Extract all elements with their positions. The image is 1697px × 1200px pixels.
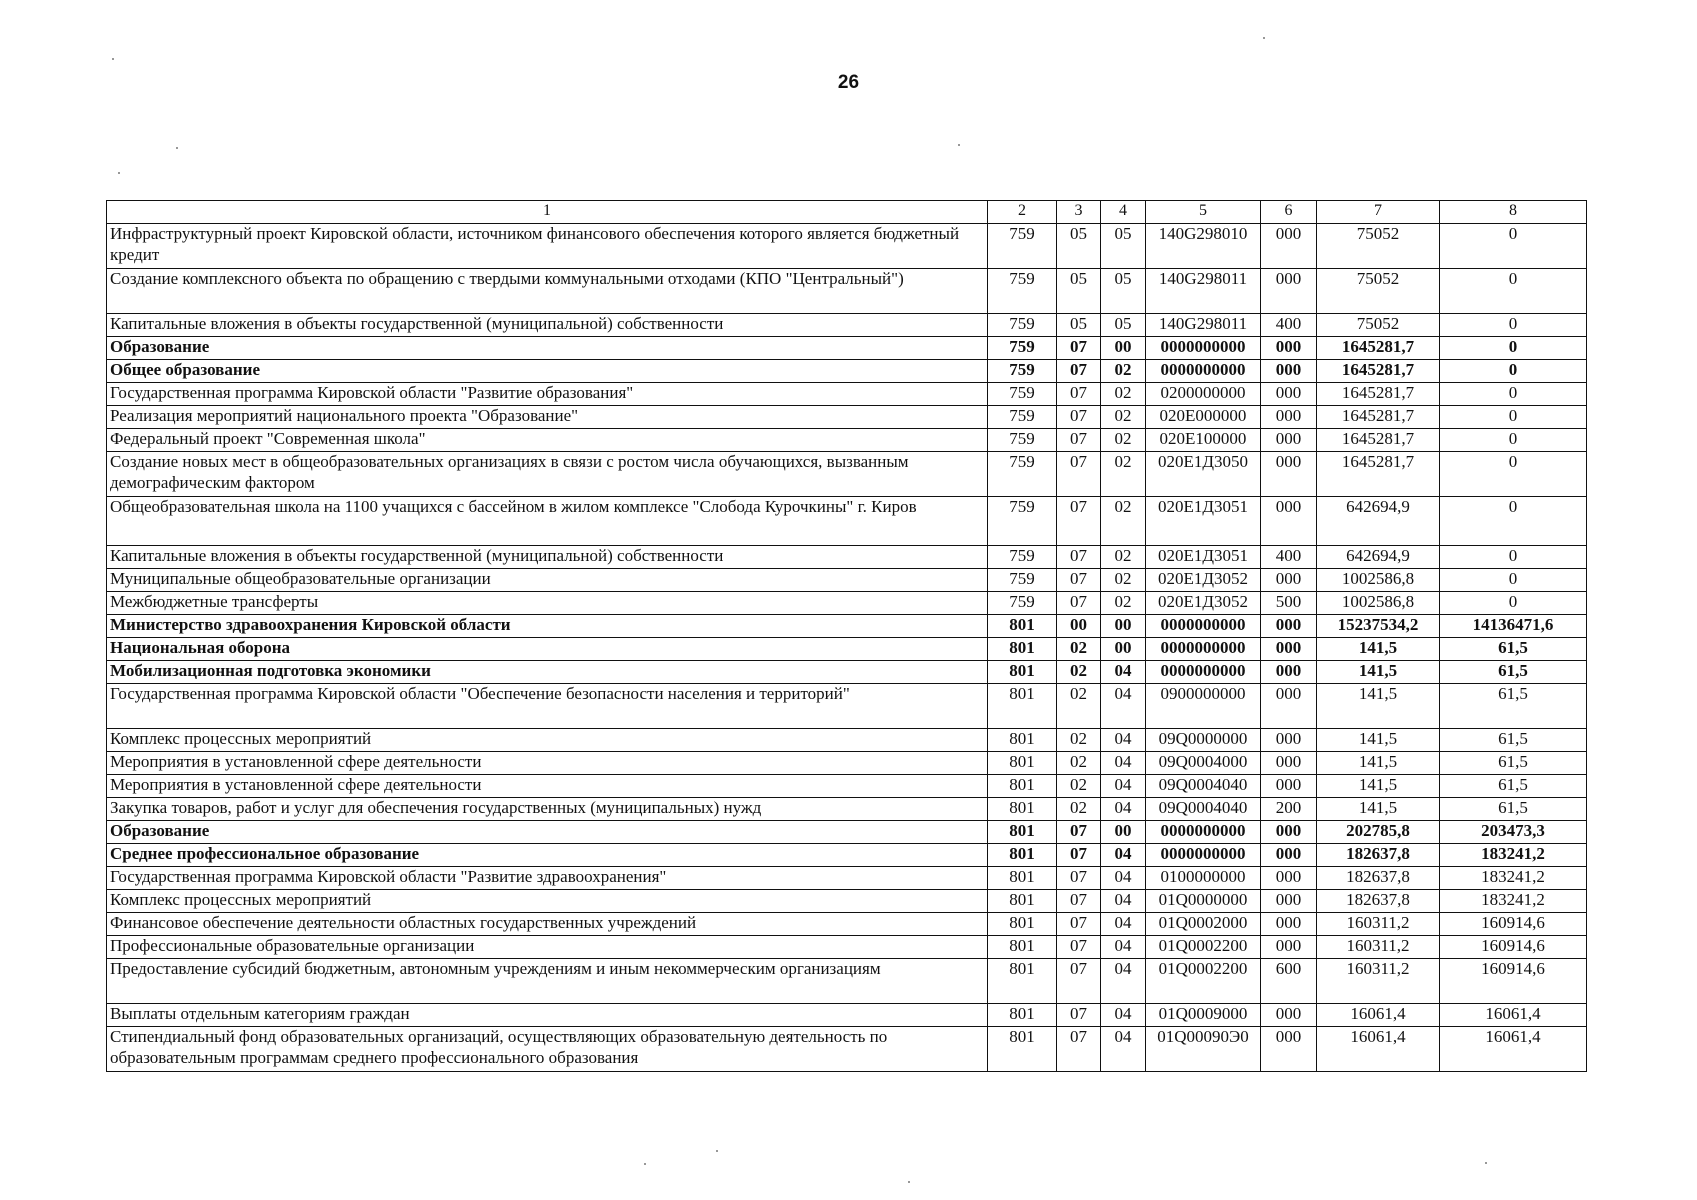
cell-amount-year-2: 0 xyxy=(1440,569,1587,592)
cell-expense-type: 000 xyxy=(1261,638,1317,661)
cell-grbs: 759 xyxy=(988,269,1057,314)
cell-section: 02 xyxy=(1057,729,1101,752)
cell-amount-year-1: 642694,9 xyxy=(1317,497,1440,546)
cell-name: Образование xyxy=(107,821,988,844)
cell-amount-year-1: 202785,8 xyxy=(1317,821,1440,844)
cell-expense-type: 000 xyxy=(1261,1027,1317,1072)
cell-section: 05 xyxy=(1057,224,1101,269)
cell-target-article: 0000000000 xyxy=(1146,844,1261,867)
cell-section: 07 xyxy=(1057,1027,1101,1072)
table-row xyxy=(107,546,1587,569)
cell-amount-year-1: 1002586,8 xyxy=(1317,569,1440,592)
cell-amount-year-2: 0 xyxy=(1440,592,1587,615)
cell-grbs: 759 xyxy=(988,569,1057,592)
cell-name: Выплаты отдельным категориям граждан xyxy=(107,1004,988,1027)
cell-grbs: 801 xyxy=(988,775,1057,798)
cell-grbs: 801 xyxy=(988,615,1057,638)
cell-section: 07 xyxy=(1057,383,1101,406)
table-row xyxy=(107,314,1587,337)
cell-expense-type: 000 xyxy=(1261,821,1317,844)
table-row xyxy=(107,913,1587,936)
cell-amount-year-2: 160914,6 xyxy=(1440,913,1587,936)
cell-section: 05 xyxy=(1057,314,1101,337)
cell-amount-year-1: 141,5 xyxy=(1317,661,1440,684)
cell-subsection: 04 xyxy=(1101,959,1146,1004)
cell-amount-year-2: 0 xyxy=(1440,360,1587,383)
table-row xyxy=(107,592,1587,615)
cell-section: 02 xyxy=(1057,775,1101,798)
table-row xyxy=(107,936,1587,959)
cell-amount-year-2: 0 xyxy=(1440,337,1587,360)
cell-amount-year-2: 183241,2 xyxy=(1440,890,1587,913)
cell-amount-year-1: 141,5 xyxy=(1317,752,1440,775)
cell-grbs: 801 xyxy=(988,867,1057,890)
table-row xyxy=(107,684,1587,729)
cell-name: Государственная программа Кировской области "Обеспечение безопасности населения и территорий" xyxy=(107,684,988,729)
cell-expense-type: 000 xyxy=(1261,729,1317,752)
cell-target-article: 0000000000 xyxy=(1146,337,1261,360)
cell-target-article: 0200000000 xyxy=(1146,383,1261,406)
cell-amount-year-2: 61,5 xyxy=(1440,729,1587,752)
cell-subsection: 04 xyxy=(1101,798,1146,821)
cell-grbs: 801 xyxy=(988,936,1057,959)
cell-grbs: 759 xyxy=(988,452,1057,497)
cell-subsection: 02 xyxy=(1101,546,1146,569)
cell-section: 02 xyxy=(1057,798,1101,821)
cell-section: 00 xyxy=(1057,615,1101,638)
cell-target-article: 0000000000 xyxy=(1146,661,1261,684)
cell-amount-year-2: 61,5 xyxy=(1440,638,1587,661)
table-body xyxy=(107,201,1587,1072)
cell-section: 07 xyxy=(1057,497,1101,546)
cell-target-article: 0000000000 xyxy=(1146,638,1261,661)
cell-amount-year-1: 16061,4 xyxy=(1317,1027,1440,1072)
table-row xyxy=(107,798,1587,821)
cell-amount-year-1: 141,5 xyxy=(1317,775,1440,798)
table-row xyxy=(107,752,1587,775)
cell-target-article: 01Q00090Э0 xyxy=(1146,1027,1261,1072)
cell-expense-type: 000 xyxy=(1261,406,1317,429)
cell-amount-year-2: 16061,4 xyxy=(1440,1004,1587,1027)
column-header: 6 xyxy=(1261,201,1317,224)
cell-grbs: 801 xyxy=(988,821,1057,844)
cell-expense-type: 600 xyxy=(1261,959,1317,1004)
cell-section: 07 xyxy=(1057,569,1101,592)
cell-expense-type: 000 xyxy=(1261,890,1317,913)
cell-grbs: 801 xyxy=(988,798,1057,821)
table-row xyxy=(107,775,1587,798)
cell-name: Финансовое обеспечение деятельности областных государственных учреждений xyxy=(107,913,988,936)
cell-name: Образование xyxy=(107,337,988,360)
cell-target-article: 140G298011 xyxy=(1146,314,1261,337)
cell-expense-type: 000 xyxy=(1261,452,1317,497)
cell-name: Капитальные вложения в объекты государственной (муниципальной) собственности xyxy=(107,314,988,337)
scan-speck xyxy=(644,1163,646,1165)
cell-subsection: 04 xyxy=(1101,1004,1146,1027)
cell-subsection: 04 xyxy=(1101,752,1146,775)
table-row xyxy=(107,497,1587,546)
cell-expense-type: 000 xyxy=(1261,615,1317,638)
cell-subsection: 02 xyxy=(1101,569,1146,592)
cell-section: 07 xyxy=(1057,913,1101,936)
page-number: 26 xyxy=(837,72,860,93)
cell-subsection: 02 xyxy=(1101,406,1146,429)
cell-target-article: 09Q0004000 xyxy=(1146,752,1261,775)
cell-expense-type: 500 xyxy=(1261,592,1317,615)
cell-grbs: 759 xyxy=(988,360,1057,383)
cell-grbs: 759 xyxy=(988,224,1057,269)
budget-table xyxy=(106,200,1587,1072)
cell-expense-type: 000 xyxy=(1261,913,1317,936)
cell-name: Комплекс процессных мероприятий xyxy=(107,890,988,913)
cell-name: Общее образование xyxy=(107,360,988,383)
cell-grbs: 801 xyxy=(988,752,1057,775)
cell-subsection: 04 xyxy=(1101,775,1146,798)
cell-amount-year-2: 0 xyxy=(1440,383,1587,406)
cell-amount-year-2: 0 xyxy=(1440,406,1587,429)
cell-amount-year-2: 61,5 xyxy=(1440,775,1587,798)
cell-target-article: 01Q0002000 xyxy=(1146,913,1261,936)
cell-target-article: 020Е1Д3050 xyxy=(1146,452,1261,497)
scan-speck xyxy=(118,172,120,174)
cell-amount-year-1: 1645281,7 xyxy=(1317,406,1440,429)
cell-target-article: 0900000000 xyxy=(1146,684,1261,729)
cell-amount-year-2: 61,5 xyxy=(1440,661,1587,684)
column-header: 7 xyxy=(1317,201,1440,224)
cell-expense-type: 400 xyxy=(1261,546,1317,569)
cell-target-article: 020Е000000 xyxy=(1146,406,1261,429)
scan-speck xyxy=(716,1150,718,1152)
cell-subsection: 05 xyxy=(1101,314,1146,337)
cell-amount-year-1: 75052 xyxy=(1317,314,1440,337)
cell-grbs: 801 xyxy=(988,1027,1057,1072)
cell-section: 07 xyxy=(1057,337,1101,360)
cell-amount-year-2: 0 xyxy=(1440,452,1587,497)
cell-expense-type: 000 xyxy=(1261,684,1317,729)
cell-subsection: 02 xyxy=(1101,497,1146,546)
table-row xyxy=(107,383,1587,406)
cell-amount-year-1: 75052 xyxy=(1317,269,1440,314)
table-row xyxy=(107,429,1587,452)
cell-expense-type: 000 xyxy=(1261,497,1317,546)
cell-expense-type: 000 xyxy=(1261,360,1317,383)
cell-expense-type: 000 xyxy=(1261,661,1317,684)
cell-amount-year-2: 183241,2 xyxy=(1440,867,1587,890)
cell-amount-year-1: 75052 xyxy=(1317,224,1440,269)
cell-section: 07 xyxy=(1057,936,1101,959)
cell-section: 07 xyxy=(1057,406,1101,429)
cell-target-article: 0000000000 xyxy=(1146,360,1261,383)
cell-name: Закупка товаров, работ и услуг для обеспечения государственных (муниципальных) нужд xyxy=(107,798,988,821)
cell-subsection: 02 xyxy=(1101,429,1146,452)
table-row xyxy=(107,890,1587,913)
cell-expense-type: 000 xyxy=(1261,224,1317,269)
cell-amount-year-2: 160914,6 xyxy=(1440,959,1587,1004)
cell-amount-year-1: 1645281,7 xyxy=(1317,360,1440,383)
table-row xyxy=(107,1004,1587,1027)
cell-subsection: 04 xyxy=(1101,913,1146,936)
cell-target-article: 0000000000 xyxy=(1146,615,1261,638)
cell-amount-year-1: 182637,8 xyxy=(1317,867,1440,890)
cell-grbs: 801 xyxy=(988,844,1057,867)
cell-name: Капитальные вложения в объекты государственной (муниципальной) собственности xyxy=(107,546,988,569)
table-row xyxy=(107,821,1587,844)
cell-target-article: 01Q0009000 xyxy=(1146,1004,1261,1027)
cell-amount-year-1: 141,5 xyxy=(1317,684,1440,729)
scan-speck xyxy=(908,1181,910,1183)
cell-grbs: 801 xyxy=(988,638,1057,661)
cell-name: Мероприятия в установленной сфере деятельности xyxy=(107,752,988,775)
cell-amount-year-2: 0 xyxy=(1440,269,1587,314)
cell-expense-type: 000 xyxy=(1261,383,1317,406)
cell-section: 02 xyxy=(1057,638,1101,661)
cell-subsection: 00 xyxy=(1101,821,1146,844)
cell-name: Национальная оборона xyxy=(107,638,988,661)
cell-subsection: 04 xyxy=(1101,867,1146,890)
cell-grbs: 759 xyxy=(988,383,1057,406)
cell-grbs: 801 xyxy=(988,661,1057,684)
cell-amount-year-1: 160311,2 xyxy=(1317,936,1440,959)
cell-name: Государственная программа Кировской области "Развитие образования" xyxy=(107,383,988,406)
column-header: 2 xyxy=(988,201,1057,224)
cell-amount-year-1: 160311,2 xyxy=(1317,913,1440,936)
cell-section: 07 xyxy=(1057,360,1101,383)
cell-amount-year-2: 0 xyxy=(1440,497,1587,546)
cell-subsection: 02 xyxy=(1101,360,1146,383)
column-header: 1 xyxy=(107,201,988,224)
cell-subsection: 05 xyxy=(1101,224,1146,269)
table-row xyxy=(107,638,1587,661)
cell-subsection: 02 xyxy=(1101,592,1146,615)
cell-amount-year-2: 16061,4 xyxy=(1440,1027,1587,1072)
cell-name: Государственная программа Кировской области "Развитие здравоохранения" xyxy=(107,867,988,890)
table-row xyxy=(107,360,1587,383)
cell-target-article: 09Q0004040 xyxy=(1146,798,1261,821)
table-row xyxy=(107,959,1587,1004)
cell-grbs: 759 xyxy=(988,406,1057,429)
cell-amount-year-1: 141,5 xyxy=(1317,729,1440,752)
cell-section: 02 xyxy=(1057,752,1101,775)
cell-name: Создание комплексного объекта по обращению с твердыми коммунальными отходами (КПО "Центральный") xyxy=(107,269,988,314)
cell-expense-type: 000 xyxy=(1261,844,1317,867)
cell-subsection: 05 xyxy=(1101,269,1146,314)
scan-speck xyxy=(1263,37,1265,39)
cell-name: Комплекс процессных мероприятий xyxy=(107,729,988,752)
cell-target-article: 020Е1Д3051 xyxy=(1146,497,1261,546)
cell-name: Создание новых мест в общеобразовательных организациях в связи с ростом числа обучающихся, вызванным демографическим фактором xyxy=(107,452,988,497)
cell-name: Стипендиальный фонд образовательных организаций, осуществляющих образовательную деятельность по образовательным программам среднего профессионального образования xyxy=(107,1027,988,1072)
cell-amount-year-1: 160311,2 xyxy=(1317,959,1440,1004)
table-row xyxy=(107,406,1587,429)
cell-section: 07 xyxy=(1057,452,1101,497)
table-row xyxy=(107,224,1587,269)
cell-target-article: 140G298010 xyxy=(1146,224,1261,269)
cell-target-article: 020Е1Д3051 xyxy=(1146,546,1261,569)
cell-amount-year-2: 160914,6 xyxy=(1440,936,1587,959)
cell-amount-year-1: 15237534,2 xyxy=(1317,615,1440,638)
cell-grbs: 801 xyxy=(988,913,1057,936)
cell-subsection: 04 xyxy=(1101,936,1146,959)
cell-name: Инфраструктурный проект Кировской области, источником финансового обеспечения которого является бюджетный кредит xyxy=(107,224,988,269)
cell-target-article: 09Q0000000 xyxy=(1146,729,1261,752)
cell-amount-year-1: 182637,8 xyxy=(1317,844,1440,867)
cell-expense-type: 000 xyxy=(1261,569,1317,592)
cell-expense-type: 400 xyxy=(1261,314,1317,337)
cell-name: Мероприятия в установленной сфере деятельности xyxy=(107,775,988,798)
cell-subsection: 02 xyxy=(1101,383,1146,406)
cell-name: Профессиональные образовательные организации xyxy=(107,936,988,959)
cell-amount-year-2: 61,5 xyxy=(1440,798,1587,821)
cell-grbs: 801 xyxy=(988,959,1057,1004)
cell-name: Мобилизационная подготовка экономики xyxy=(107,661,988,684)
cell-name: Реализация мероприятий национального проекта "Образование" xyxy=(107,406,988,429)
cell-target-article: 020Е1Д3052 xyxy=(1146,569,1261,592)
cell-name: Муниципальные общеобразовательные организации xyxy=(107,569,988,592)
cell-expense-type: 000 xyxy=(1261,936,1317,959)
cell-amount-year-1: 642694,9 xyxy=(1317,546,1440,569)
cell-subsection: 04 xyxy=(1101,890,1146,913)
cell-section: 07 xyxy=(1057,844,1101,867)
cell-target-article: 0000000000 xyxy=(1146,821,1261,844)
cell-expense-type: 200 xyxy=(1261,798,1317,821)
cell-grbs: 801 xyxy=(988,684,1057,729)
cell-target-article: 09Q0004040 xyxy=(1146,775,1261,798)
cell-target-article: 140G298011 xyxy=(1146,269,1261,314)
table-header-row xyxy=(107,201,1587,224)
cell-grbs: 759 xyxy=(988,592,1057,615)
cell-grbs: 759 xyxy=(988,497,1057,546)
cell-section: 07 xyxy=(1057,1004,1101,1027)
cell-section: 05 xyxy=(1057,269,1101,314)
cell-expense-type: 000 xyxy=(1261,269,1317,314)
cell-name: Среднее профессиональное образование xyxy=(107,844,988,867)
table-row xyxy=(107,452,1587,497)
cell-amount-year-2: 0 xyxy=(1440,224,1587,269)
cell-target-article: 01Q0000000 xyxy=(1146,890,1261,913)
cell-name: Межбюджетные трансферты xyxy=(107,592,988,615)
cell-amount-year-1: 1645281,7 xyxy=(1317,452,1440,497)
cell-amount-year-1: 1645281,7 xyxy=(1317,383,1440,406)
column-header: 3 xyxy=(1057,201,1101,224)
cell-name: Предоставление субсидий бюджетным, автономным учреждениям и иным некоммерческим организациям xyxy=(107,959,988,1004)
cell-subsection: 04 xyxy=(1101,661,1146,684)
cell-amount-year-1: 16061,4 xyxy=(1317,1004,1440,1027)
cell-expense-type: 000 xyxy=(1261,775,1317,798)
scan-speck xyxy=(112,58,114,60)
cell-grbs: 801 xyxy=(988,1004,1057,1027)
cell-subsection: 00 xyxy=(1101,615,1146,638)
cell-section: 07 xyxy=(1057,890,1101,913)
cell-section: 07 xyxy=(1057,429,1101,452)
cell-target-article: 0100000000 xyxy=(1146,867,1261,890)
cell-expense-type: 000 xyxy=(1261,752,1317,775)
cell-name: Общеобразовательная школа на 1100 учащихся с бассейном в жилом комплексе "Слобода Курочкины" г. Киров xyxy=(107,497,988,546)
table-row xyxy=(107,661,1587,684)
cell-subsection: 04 xyxy=(1101,729,1146,752)
cell-target-article: 020Е1Д3052 xyxy=(1146,592,1261,615)
cell-expense-type: 000 xyxy=(1261,1004,1317,1027)
column-header: 4 xyxy=(1101,201,1146,224)
cell-amount-year-1: 1645281,7 xyxy=(1317,337,1440,360)
cell-target-article: 020Е100000 xyxy=(1146,429,1261,452)
scan-speck xyxy=(1485,1162,1487,1164)
cell-subsection: 02 xyxy=(1101,452,1146,497)
cell-grbs: 759 xyxy=(988,337,1057,360)
cell-expense-type: 000 xyxy=(1261,429,1317,452)
cell-amount-year-1: 1002586,8 xyxy=(1317,592,1440,615)
cell-amount-year-1: 1645281,7 xyxy=(1317,429,1440,452)
cell-section: 07 xyxy=(1057,867,1101,890)
cell-section: 07 xyxy=(1057,546,1101,569)
table-row xyxy=(107,867,1587,890)
cell-amount-year-2: 0 xyxy=(1440,314,1587,337)
cell-target-article: 01Q0002200 xyxy=(1146,959,1261,1004)
cell-amount-year-2: 0 xyxy=(1440,429,1587,452)
column-header: 5 xyxy=(1146,201,1261,224)
cell-amount-year-2: 183241,2 xyxy=(1440,844,1587,867)
cell-amount-year-2: 14136471,6 xyxy=(1440,615,1587,638)
cell-name: Министерство здравоохранения Кировской области xyxy=(107,615,988,638)
cell-expense-type: 000 xyxy=(1261,337,1317,360)
column-header: 8 xyxy=(1440,201,1587,224)
cell-subsection: 00 xyxy=(1101,337,1146,360)
scan-speck xyxy=(958,144,960,146)
cell-expense-type: 000 xyxy=(1261,867,1317,890)
cell-section: 07 xyxy=(1057,959,1101,1004)
cell-grbs: 759 xyxy=(988,314,1057,337)
cell-grbs: 801 xyxy=(988,890,1057,913)
cell-section: 07 xyxy=(1057,592,1101,615)
cell-amount-year-1: 141,5 xyxy=(1317,638,1440,661)
table-row xyxy=(107,1027,1587,1072)
table-row xyxy=(107,269,1587,314)
cell-section: 02 xyxy=(1057,661,1101,684)
table-row xyxy=(107,337,1587,360)
cell-subsection: 04 xyxy=(1101,1027,1146,1072)
cell-amount-year-1: 182637,8 xyxy=(1317,890,1440,913)
cell-amount-year-2: 203473,3 xyxy=(1440,821,1587,844)
cell-amount-year-2: 61,5 xyxy=(1440,684,1587,729)
cell-grbs: 759 xyxy=(988,546,1057,569)
cell-section: 02 xyxy=(1057,684,1101,729)
cell-grbs: 759 xyxy=(988,429,1057,452)
cell-target-article: 01Q0002200 xyxy=(1146,936,1261,959)
table-row xyxy=(107,844,1587,867)
cell-subsection: 04 xyxy=(1101,684,1146,729)
scan-speck xyxy=(176,147,178,149)
cell-amount-year-2: 61,5 xyxy=(1440,752,1587,775)
cell-section: 07 xyxy=(1057,821,1101,844)
cell-name: Федеральный проект "Современная школа" xyxy=(107,429,988,452)
table-row xyxy=(107,615,1587,638)
table-row xyxy=(107,569,1587,592)
cell-subsection: 00 xyxy=(1101,638,1146,661)
cell-amount-year-1: 141,5 xyxy=(1317,798,1440,821)
table-row xyxy=(107,729,1587,752)
cell-subsection: 04 xyxy=(1101,844,1146,867)
cell-grbs: 801 xyxy=(988,729,1057,752)
cell-amount-year-2: 0 xyxy=(1440,546,1587,569)
